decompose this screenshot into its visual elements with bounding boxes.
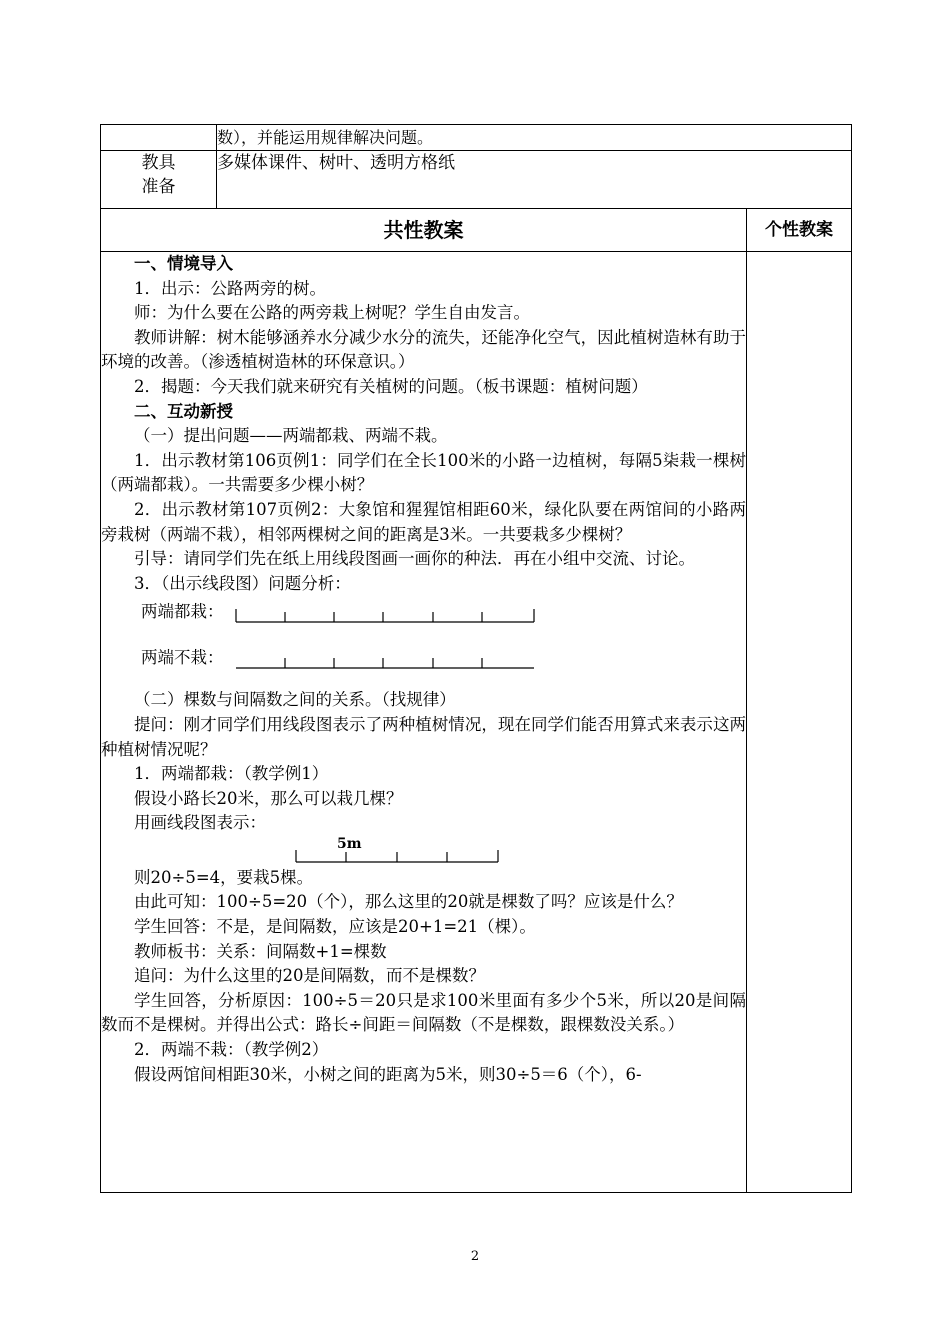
header-row: [101, 209, 852, 252]
paragraph: （一）提出问题——两端都栽、两端不栽。: [134, 426, 448, 446]
common-plan-body: [101, 252, 747, 1193]
paragraph: 学生回答：不是，是间隔数，应该是20+1=21（棵）。: [134, 917, 536, 937]
diagram-label-both-ends: 两端都栽：: [141, 602, 224, 622]
tools-label-line1: 教具: [141, 153, 176, 173]
segment-diagram-20m: [101, 836, 746, 866]
line-diagram-20m-svg: [295, 836, 499, 864]
paragraph: 学生回答，分析原因：100÷5＝20只是求100米里面有多少个5米，所以20是间隔数而不是棵树。并得出公式：路长÷间距＝间隔数（不是棵数，跟棵数没关系。）: [101, 990, 746, 1035]
segment-diagram-no-ends: [101, 642, 746, 688]
tools-label: [101, 151, 217, 209]
line-diagram-both-ends-svg: [235, 606, 535, 626]
empty-label-cell: [101, 125, 217, 151]
paragraph: 由此可知：100÷5=20（个），那么这里的20就是棵数了吗？应该是什么？: [134, 892, 683, 912]
paragraph: 1．出示教材第106页例1：同学们在全长100米的小路一边植树，每隔5柒栽一棵树（两端都栽）。一共需要多少棵小树？: [101, 450, 746, 495]
section-title-interactive: 二、互动新授: [134, 401, 233, 421]
paragraph: 假设小路长20米，那么可以栽几棵？: [134, 788, 403, 808]
paragraph: 则20÷5=4，要栽5棵。: [134, 867, 314, 887]
paragraph: 假设两馆间相距30米，小树之间的距离为5米，则30÷5＝6（个），6-: [134, 1064, 642, 1084]
paragraph: 追问：为什么这里的20是间隔数，而不是棵数？: [134, 966, 485, 986]
tools-label-line2: 准备: [141, 177, 176, 197]
personal-plan-body: [747, 252, 852, 1193]
paragraph: 提问：刚才同学们用线段图表示了两种植树情况，现在同学们能否用算式来表示这两种植树情况呢？: [101, 714, 746, 759]
paragraph: 教师板书：关系：间隔数+1=棵数: [134, 941, 387, 961]
common-plan-header: 共性教案: [101, 209, 747, 252]
paragraph: 用画线段图表示：: [134, 813, 266, 833]
tools-content: 多媒体课件、树叶、透明方格纸: [217, 151, 852, 209]
paragraph: 2．出示教材第107页例2：大象馆和猩猩馆相距60米，绿化队要在两馆间的小路两旁栽树（两端不栽），相邻两棵树之间的距离是3米。一共要栽多少棵树？: [101, 499, 746, 544]
tools-row: [101, 151, 852, 209]
personal-plan-header: 个性教案: [747, 209, 852, 252]
paragraph: 1．两端都栽：（教学例1）: [134, 764, 329, 784]
paragraph: 引导：请同学们先在纸上用线段图画一画你的种法．再在小组中交流、讨论。: [134, 549, 695, 569]
page-number: 2: [470, 1249, 480, 1264]
section-title-intro: 一、情境导入: [134, 254, 233, 273]
paragraph: 2．两端不栽：（教学例2）: [134, 1040, 329, 1060]
line-diagram-no-ends-svg: [235, 652, 535, 672]
paragraph: 师：为什么要在公路的两旁栽上树呢？学生自由发言。: [134, 303, 530, 323]
objective-continuation-row: [101, 125, 852, 151]
paragraph: （二）棵数与间隔数之间的关系。（找规律）: [134, 690, 456, 710]
paragraph: 3．（出示线段图）问题分析：: [134, 573, 351, 593]
segment-diagram-both-ends: [101, 596, 746, 642]
objective-continuation-text: 数），并能运用规律解决问题。: [217, 125, 852, 151]
paragraph: 1．出示：公路两旁的树。: [134, 278, 326, 298]
diagram-label-no-ends: 两端不栽：: [141, 648, 224, 668]
paragraph: 教师讲解：树木能够涵养水分减少水分的流失，还能净化空气，因此植树造林有助于环境的改善。（渗透植树造林的环保意识。）: [101, 327, 746, 372]
lesson-plan-table: [100, 124, 852, 1193]
paragraph: 2．揭题：今天我们就来研究有关植树的问题。（板书课题：植树问题）: [134, 376, 648, 396]
body-row: [101, 252, 852, 1193]
interval-length-label: 5m: [337, 835, 362, 852]
